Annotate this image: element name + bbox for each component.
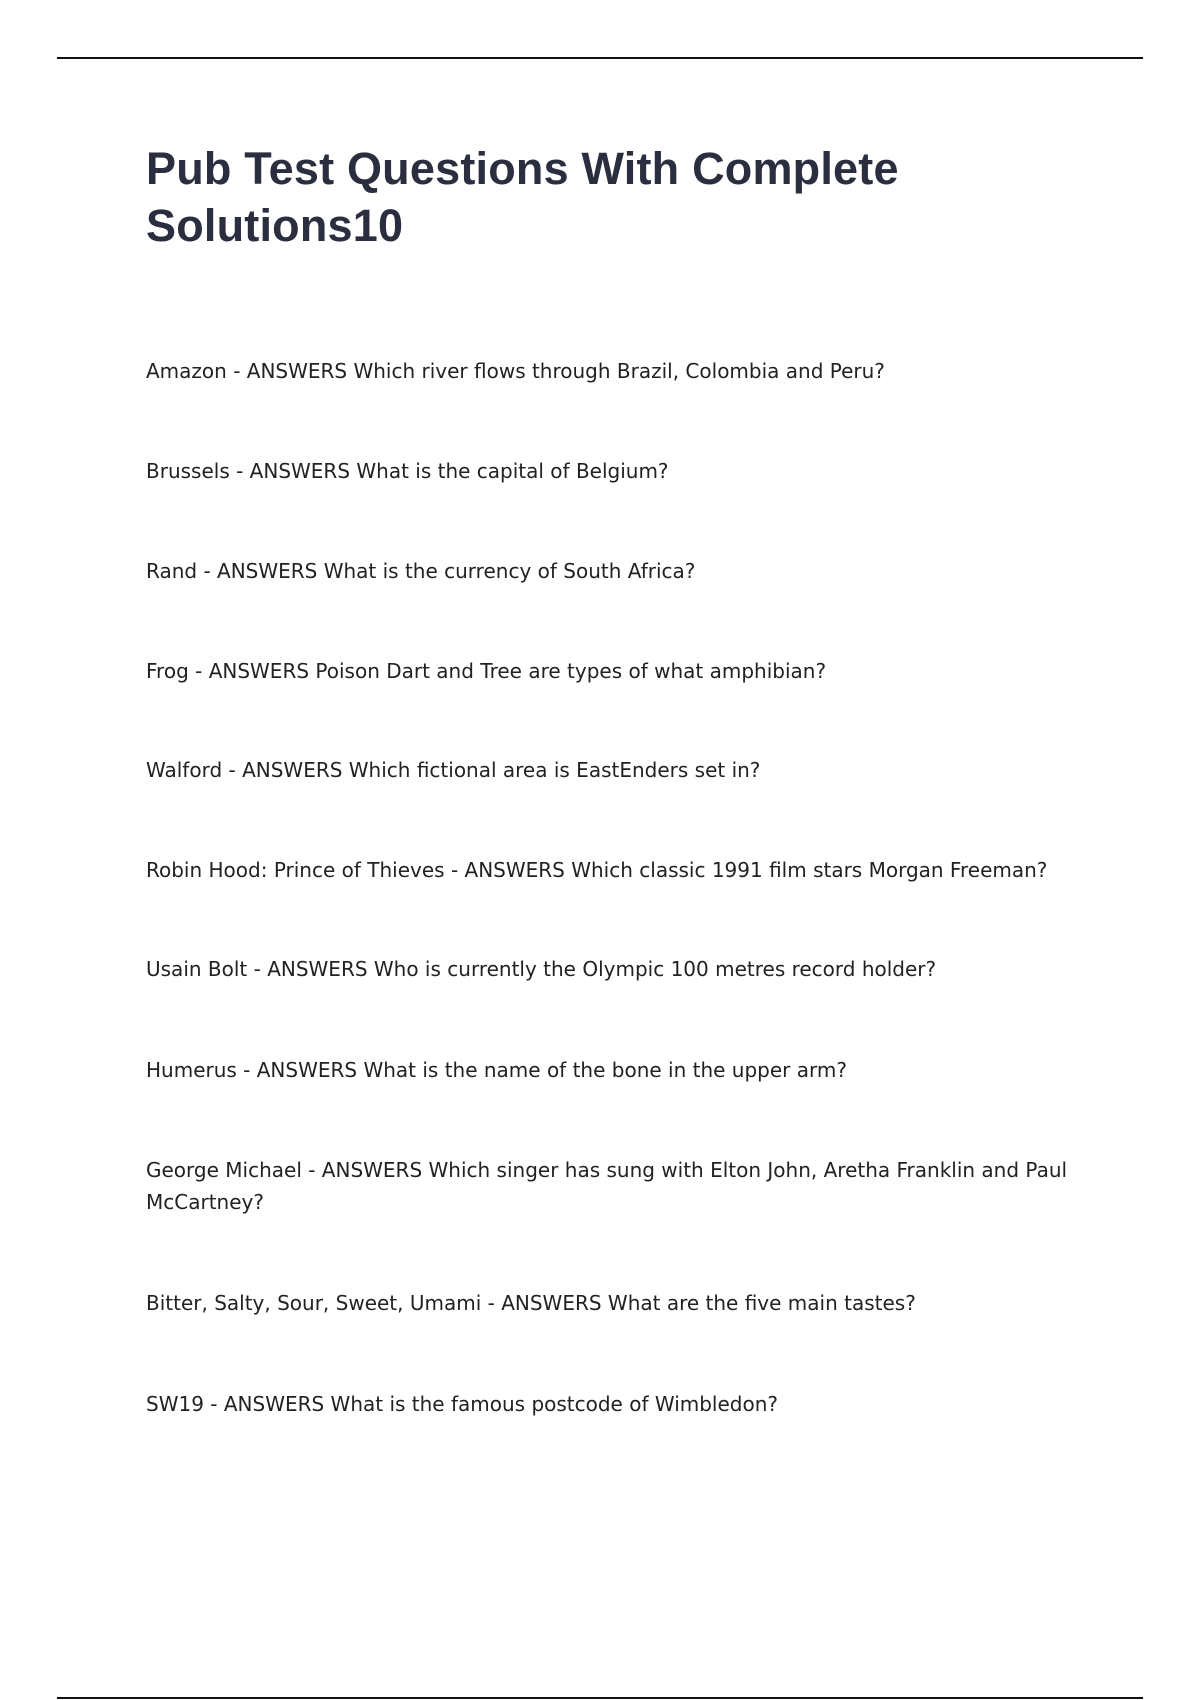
qa-item: Rand - ANSWERS What is the currency of South Africa?	[146, 559, 696, 583]
qa-item: Humerus - ANSWERS What is the name of the bone in the upper arm?	[146, 1058, 847, 1082]
qa-item: Bitter, Salty, Sour, Sweet, Umami - ANSWERS What are the five main tastes?	[146, 1291, 916, 1315]
qa-item: Amazon - ANSWERS Which river flows through Brazil, Colombia and Peru?	[146, 359, 885, 383]
document-title: Pub Test Questions With Complete Solutions10	[146, 143, 899, 251]
bottom-divider	[57, 1697, 1143, 1699]
qa-item: Usain Bolt - ANSWERS Who is currently the Olympic 100 metres record holder?	[146, 957, 937, 981]
qa-item: Brussels - ANSWERS What is the capital of Belgium?	[146, 459, 669, 483]
qa-item: Robin Hood: Prince of Thieves - ANSWERS Which classic 1991 film stars Morgan Freeman?	[146, 858, 1048, 882]
top-divider	[57, 57, 1143, 59]
qa-item: Walford - ANSWERS Which fictional area is EastEnders set in?	[146, 758, 761, 782]
qa-item: Frog - ANSWERS Poison Dart and Tree are types of what amphibian?	[146, 659, 827, 683]
qa-item: George Michael - ANSWERS Which singer has sung with Elton John, Aretha Franklin and Paul McCartney?	[146, 1158, 1068, 1214]
qa-item: SW19 - ANSWERS What is the famous postcode of Wimbledon?	[146, 1392, 779, 1416]
document-body	[146, 140, 1076, 1416]
